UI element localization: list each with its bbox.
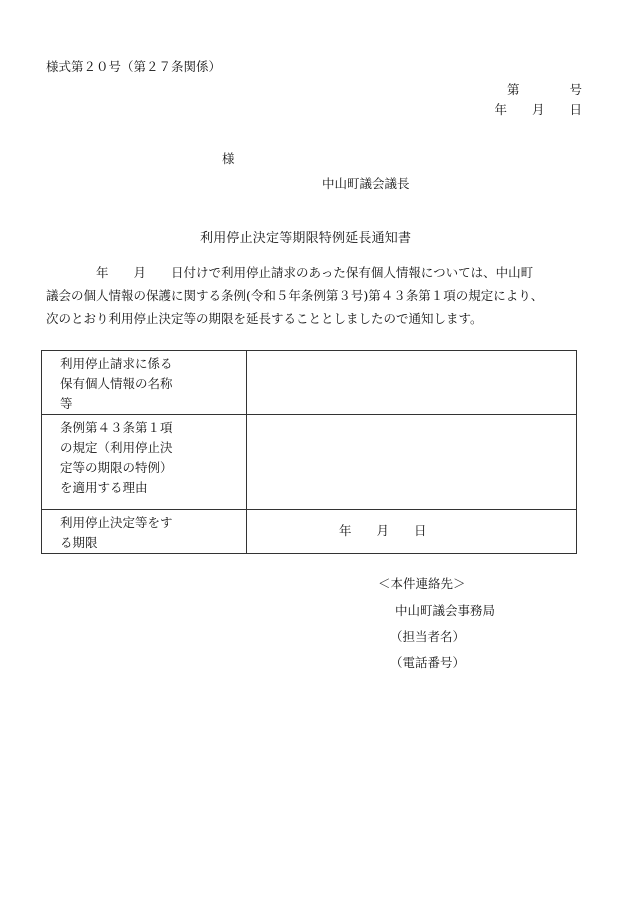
table-label-cell: 利用停止決定等をす る期限: [42, 510, 247, 554]
document-number: 第 号: [506, 82, 582, 97]
document-date: 年 月 日: [494, 102, 582, 117]
contact-phone: （電話番号）: [390, 655, 466, 670]
table-row: [42, 351, 577, 415]
sender-title: 中山町議会議長: [322, 176, 410, 191]
document-title: 利用停止決定等期限特例延長通知書: [200, 231, 412, 246]
table-label-cell: 利用停止請求に係る 保有個人情報の名称 等: [42, 351, 247, 415]
form-number: 様式第２０号（第２７条関係）: [46, 59, 222, 74]
table-row: [42, 415, 577, 510]
body-text-line: 次のとおり利用停止決定等の期限を延長することとしましたので通知します。: [46, 311, 483, 326]
info-table: [41, 350, 577, 554]
contact-office: 中山町議会事務局: [395, 603, 496, 618]
table-value-cell: [247, 351, 577, 415]
body-text-line: 議会の個人情報の保護に関する条例(令和５年条例第３号)第４３条第１項の規定により、: [46, 288, 544, 303]
addressee-honorific: 様: [222, 151, 235, 166]
body-text-line: 年 月 日付けで利用停止請求のあった保有個人情報については、中山町: [46, 265, 534, 280]
contact-heading: ＜本件連絡先＞: [378, 576, 466, 591]
table-row: [42, 510, 577, 554]
table-value-cell: [247, 415, 577, 510]
contact-person: （担当者名）: [390, 629, 466, 644]
deadline-date-cell: 年 月 日: [247, 510, 577, 554]
table-label-cell: 条例第４３条第１項 の規定（利用停止決 定等の期限の特例） を適用する理由: [42, 415, 247, 510]
